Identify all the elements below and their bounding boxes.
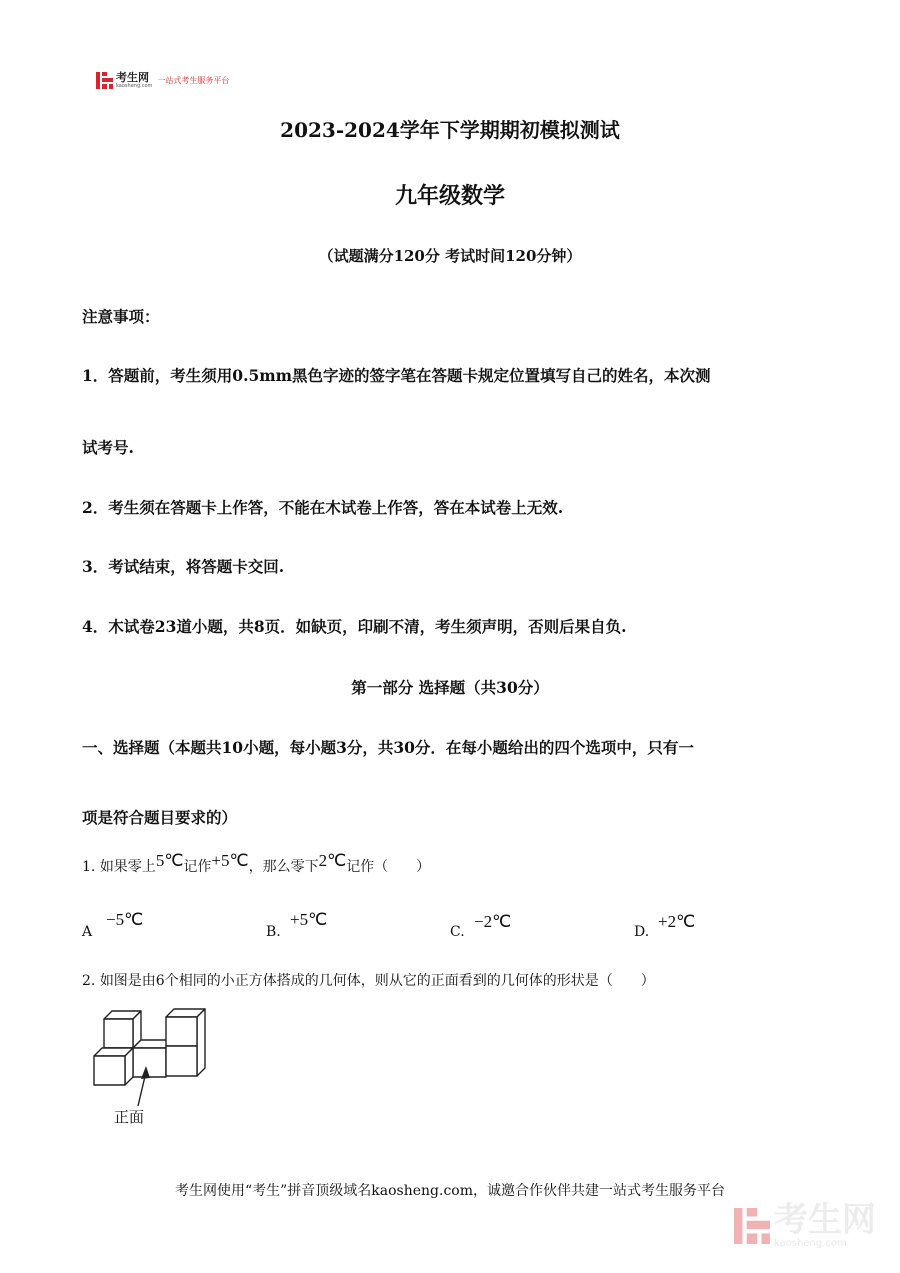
notice-item-1-line-2: 试考号. — [82, 438, 134, 457]
cube-front-face — [166, 1046, 197, 1076]
question-1-value-1: 5℃ — [155, 851, 184, 870]
kaosheng-logo-icon — [96, 72, 113, 89]
question-1-text-2: 记作 — [183, 859, 212, 875]
question-1-value-2: +5℃ — [211, 851, 249, 870]
notice-item-1-line-1: 1．答题前，考生须用0.5mm黑色字迹的签字笔在答题卡规定位置填写自己的姓名，本次测 — [82, 366, 711, 385]
figure-front-label: 正面 — [114, 1108, 145, 1126]
watermark-name: 考生网 — [774, 1200, 876, 1240]
notice-heading: 注意事项： — [82, 307, 160, 326]
option-d-label: D. — [634, 924, 650, 940]
question-1 — [82, 851, 431, 876]
question-2 — [82, 970, 655, 990]
option-b-label: B. — [266, 924, 281, 940]
cube-side-face — [197, 1009, 205, 1076]
question-1-text-3: ，那么零下 — [248, 859, 319, 875]
notice-item-2: 2．考生须在答题卡上作答，不能在木试卷上作答，答在本试卷上无效. — [82, 498, 564, 517]
option-d-value: +2℃ — [658, 912, 696, 931]
notice-item-4: 4．木试卷23道小题，共8页．如缺页，印刷不清，考生须声明，否则后果自负. — [82, 617, 627, 636]
question-1-number: 1. — [82, 859, 96, 875]
header-logo — [96, 72, 229, 89]
logo-name: 考生网 — [116, 71, 149, 84]
watermark — [734, 1200, 876, 1249]
question-1-value-3: 2℃ — [318, 851, 347, 870]
section-instruction-line-1: 一、选择题（本题共10小题，每小题3分，共30分．在每小题给出的四个选项中，只有一 — [82, 738, 694, 757]
cube-front-face — [94, 1056, 125, 1085]
cube-front-face — [104, 1019, 133, 1048]
part1-title: 第一部分 选择题（共30分） — [351, 678, 549, 697]
section-instruction-line-2: 项是符合题目要求的） — [82, 808, 238, 827]
header-slogan: 一站式考生服务平台 — [157, 76, 230, 85]
option-c-value: −2℃ — [474, 912, 512, 931]
exam-info: （试题满分120分 考试时间120分钟） — [318, 247, 582, 265]
option-b-value: +5℃ — [290, 910, 328, 929]
exam-title: 2023-2024学年下学期期初模拟测试 — [280, 118, 620, 142]
cube-front-face — [133, 1048, 166, 1077]
kaosheng-watermark-icon — [734, 1207, 770, 1245]
cube-figure — [88, 1004, 228, 1134]
question-1-text-4: 记作（ ） — [346, 859, 431, 875]
cube-front-face — [166, 1017, 197, 1046]
question-1-text-1: 如果零上 — [99, 859, 156, 875]
option-c-label: C. — [450, 924, 465, 940]
notice-item-3: 3．考试结束，将答题卡交回. — [82, 557, 285, 576]
question-2-text: 如图是由6个相同的小正方体搭成的几何体，则从它的正面看到的几何体的形状是（ ） — [99, 973, 655, 989]
subject-title: 九年级数学 — [394, 183, 505, 209]
footer-text: 考生网使用“考生”拼音顶级域名kaosheng.com，诚邀合作伙伴共建一站式考生服务平台 — [174, 1183, 726, 1199]
watermark-domain: kaosheng.com — [774, 1238, 847, 1249]
question-2-number: 2. — [82, 973, 96, 989]
option-a-label: A — [82, 924, 93, 940]
logo-domain: kaosheng.com — [116, 83, 153, 89]
option-a-value: −5℃ — [106, 910, 144, 929]
